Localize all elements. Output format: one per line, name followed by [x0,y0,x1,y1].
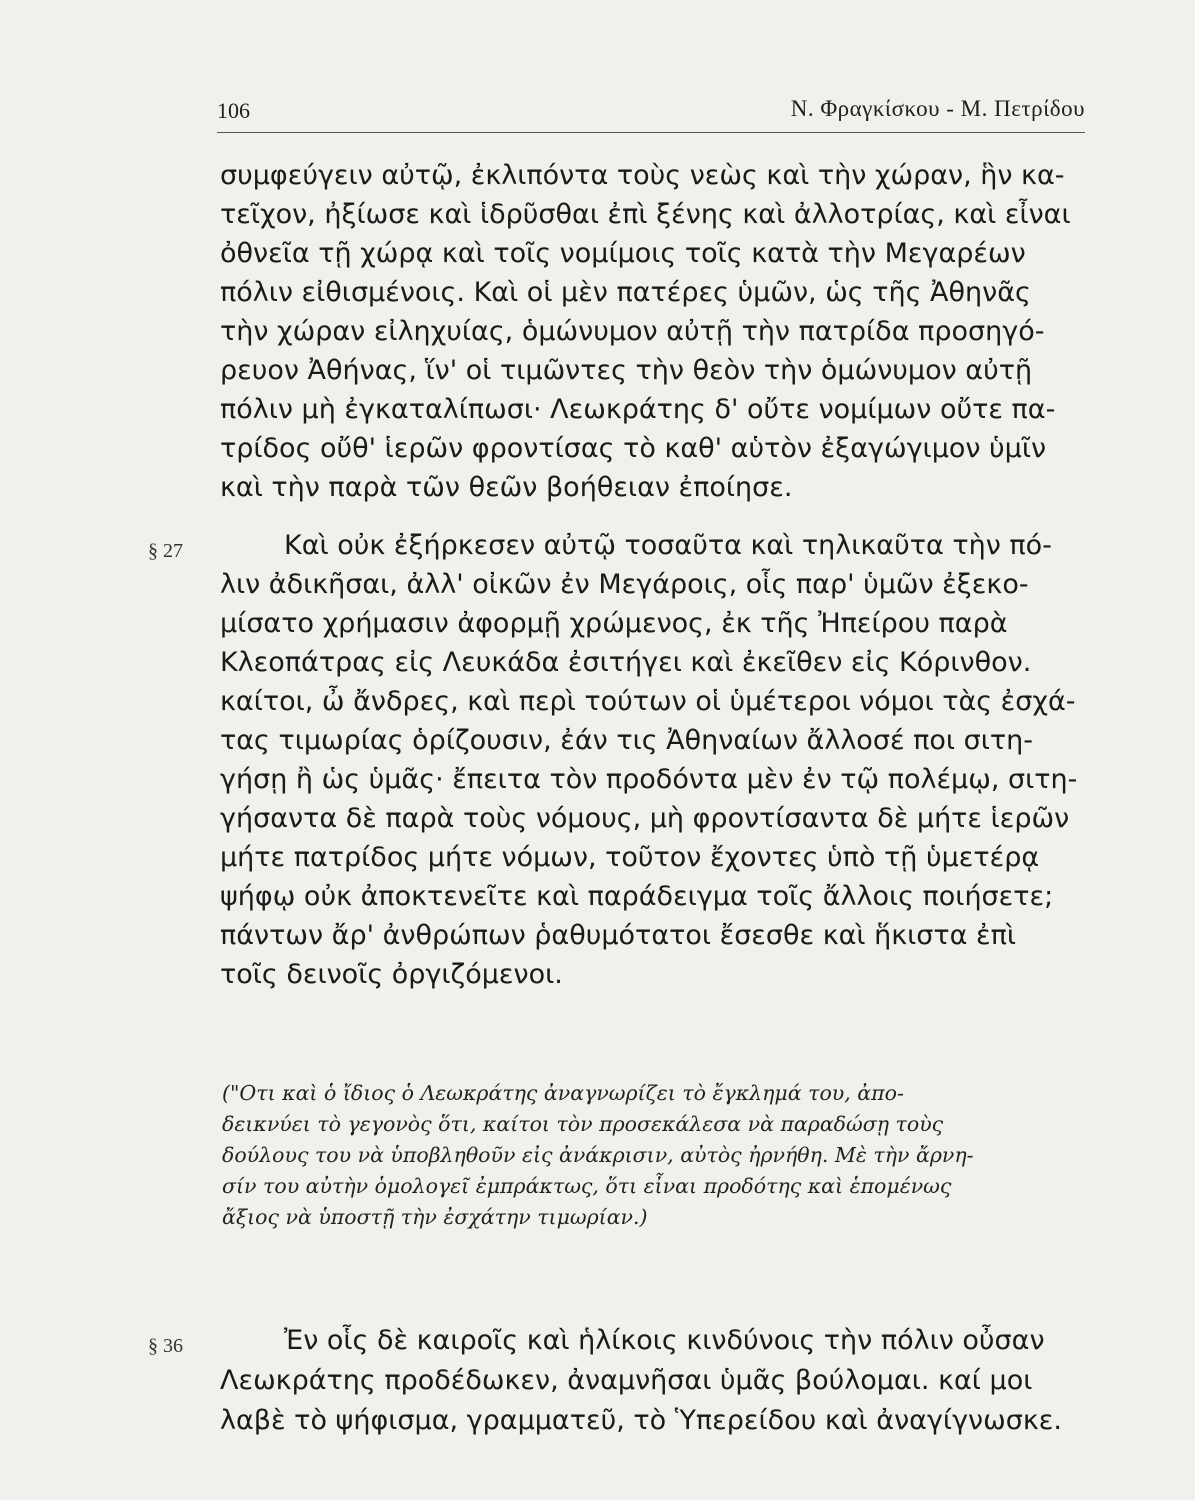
paragraph-continuation [220,156,1082,507]
text-line: πάντων ἄρ' ἀνθρώπων ῥαθυμότατοι ἔσεσθε καὶ ἥκιστα ἐπὶ [220,920,1017,951]
text-line: τὴν χώραν εἰληχυίας, ὁμώνυμον αὐτῇ τὴν πατρίδα προσηγό- [220,316,1045,347]
text-line: Καὶ οὐκ ἐξήρκεσεν αὐτῷ τοσαῦτα καὶ τηλικαῦτα τὴν πό- [284,530,1052,561]
note-line: σίν του αὐτὴν ὁμολογεῖ ἐμπράκτως, ὅτι εἶναι προδότης καὶ ἑπομένως [222,1174,952,1198]
text-line: γήσῃ ἢ ὡς ὑμᾶς· ἔπειτα τὸν προδόντα μὲν ἐν τῷ πολέμῳ, σιτη- [220,764,1078,795]
text-line: Κλεοπάτρας εἰς Λευκάδα ἐσιτήγει καὶ ἐκεῖθεν εἰς Κόρινθον. [220,647,1032,678]
text-line: καίτοι, ὦ ἄνδρες, καὶ περὶ τούτων οἱ ὑμέτεροι νόμοι τὰς ἐσχά- [220,686,1076,717]
section-marker-27: § 27 [148,540,183,562]
page-header [217,92,1085,133]
text-line: τεῖχον, ἠξίωσε καὶ ἱδρῦσθαι ἐπὶ ξένης καὶ ἀλλοτρίας, καὶ εἶναι [220,199,1071,230]
note-line: ("Οτι καὶ ὁ ἴδιος ὁ Λεωκράτης ἀναγνωρίζει τὸ ἔγκλημά του, ἀπο- [222,1081,904,1105]
text-line: Λεωκράτης προδέδωκεν, ἀναμνῆσαι ὑμᾶς βούλομαι. καί μοι [220,1365,1033,1396]
paragraph-section-27 [220,526,1082,994]
text-line: λιν ἀδικῆσαι, ἀλλ' οἰκῶν ἐν Μεγάροις, οἷς παρ' ὑμῶν ἐξεκο- [220,569,1029,600]
text-line: πόλιν μὴ ἐγκαταλίπωσι· Λεωκράτης δ' οὔτε νομίμων οὔτε πα- [220,394,1056,425]
text-line: καὶ τὴν παρὰ τῶν θεῶν βοήθειαν ἐποίησε. [220,472,793,503]
text-line: γήσαντα δὲ παρὰ τοὺς νόμους, μὴ φροντίσαντα δὲ μήτε ἱερῶν [220,803,1070,834]
text-line: μίσατο χρήμασιν ἀφορμῇ χρώμενος, ἐκ τῆς Ἠπείρου παρὰ [220,608,1008,639]
text-line: ψήφῳ οὐκ ἀποκτενεῖτε καὶ παράδειγμα τοῖς ἄλλοις ποιήσετε; [220,881,1054,912]
italic-note [222,1078,1082,1233]
text-line: συμφεύγειν αὐτῷ, ἐκλιπόντα τοὺς νεὼς καὶ τὴν χώραν, ἣν κα- [220,160,1065,191]
note-line: δούλους του νὰ ὑποβληθοῦν εἰς ἀνάκρισιν, αὐτὸς ἠρνήθη. Μὲ τὴν ἄρνη- [222,1143,974,1167]
text-line: τοῖς δεινοῖς ὀργιζόμενοι. [220,959,563,990]
text-line: ὀθνεῖα τῇ χώρᾳ καὶ τοῖς νομίμοις τοῖς κατὰ τὴν Μεγαρέων [220,238,1026,269]
paragraph-section-36 [220,1321,1082,1441]
running-head: Ν. Φραγκίσκου - Μ. Πετρίδου [790,96,1085,121]
text-line: Ἐν οἷς δὲ καιροῖς καὶ ἡλίκοις κινδύνοις τὴν πόλιν οὖσαν [284,1325,1045,1356]
section-marker-36: § 36 [148,1335,183,1357]
note-line: δεικνύει τὸ γεγονὸς ὅτι, καίτοι τὸν προσεκάλεσα νὰ παραδώσῃ τοὺς [222,1112,944,1136]
text-line: πόλιν εἰθισμένοις. Καὶ οἱ μὲν πατέρες ὑμῶν, ὡς τῆς Ἀθηνᾶς [220,277,1031,308]
text-line: ρευον Ἀθήνας, ἵν' οἱ τιμῶντες τὴν θεὸν τὴν ὁμώνυμον αὐτῇ [220,355,1033,386]
text-line: τας τιμωρίας ὁρίζουσιν, ἐάν τις Ἀθηναίων ἄλλοσέ ποι σιτη- [220,725,1033,756]
text-line: τρίδος οὔθ' ἱερῶν φροντίσας τὸ καθ' αὑτὸν ἐξαγώγιμον ὑμῖν [220,433,1047,464]
text-line: μήτε πατρίδος μήτε νόμων, τοῦτον ἔχοντες ὑπὸ τῇ ὑμετέρᾳ [220,842,1040,873]
page-number: 106 [217,98,250,123]
note-line: ἄξιος νὰ ὑποστῇ τὴν ἐσχάτην τιμωρίαν.) [222,1205,648,1229]
text-line: λαβὲ τὸ ψήφισμα, γραμματεῦ, τὸ Ὑπερείδου καὶ ἀναγίγνωσκε. [220,1405,1062,1436]
